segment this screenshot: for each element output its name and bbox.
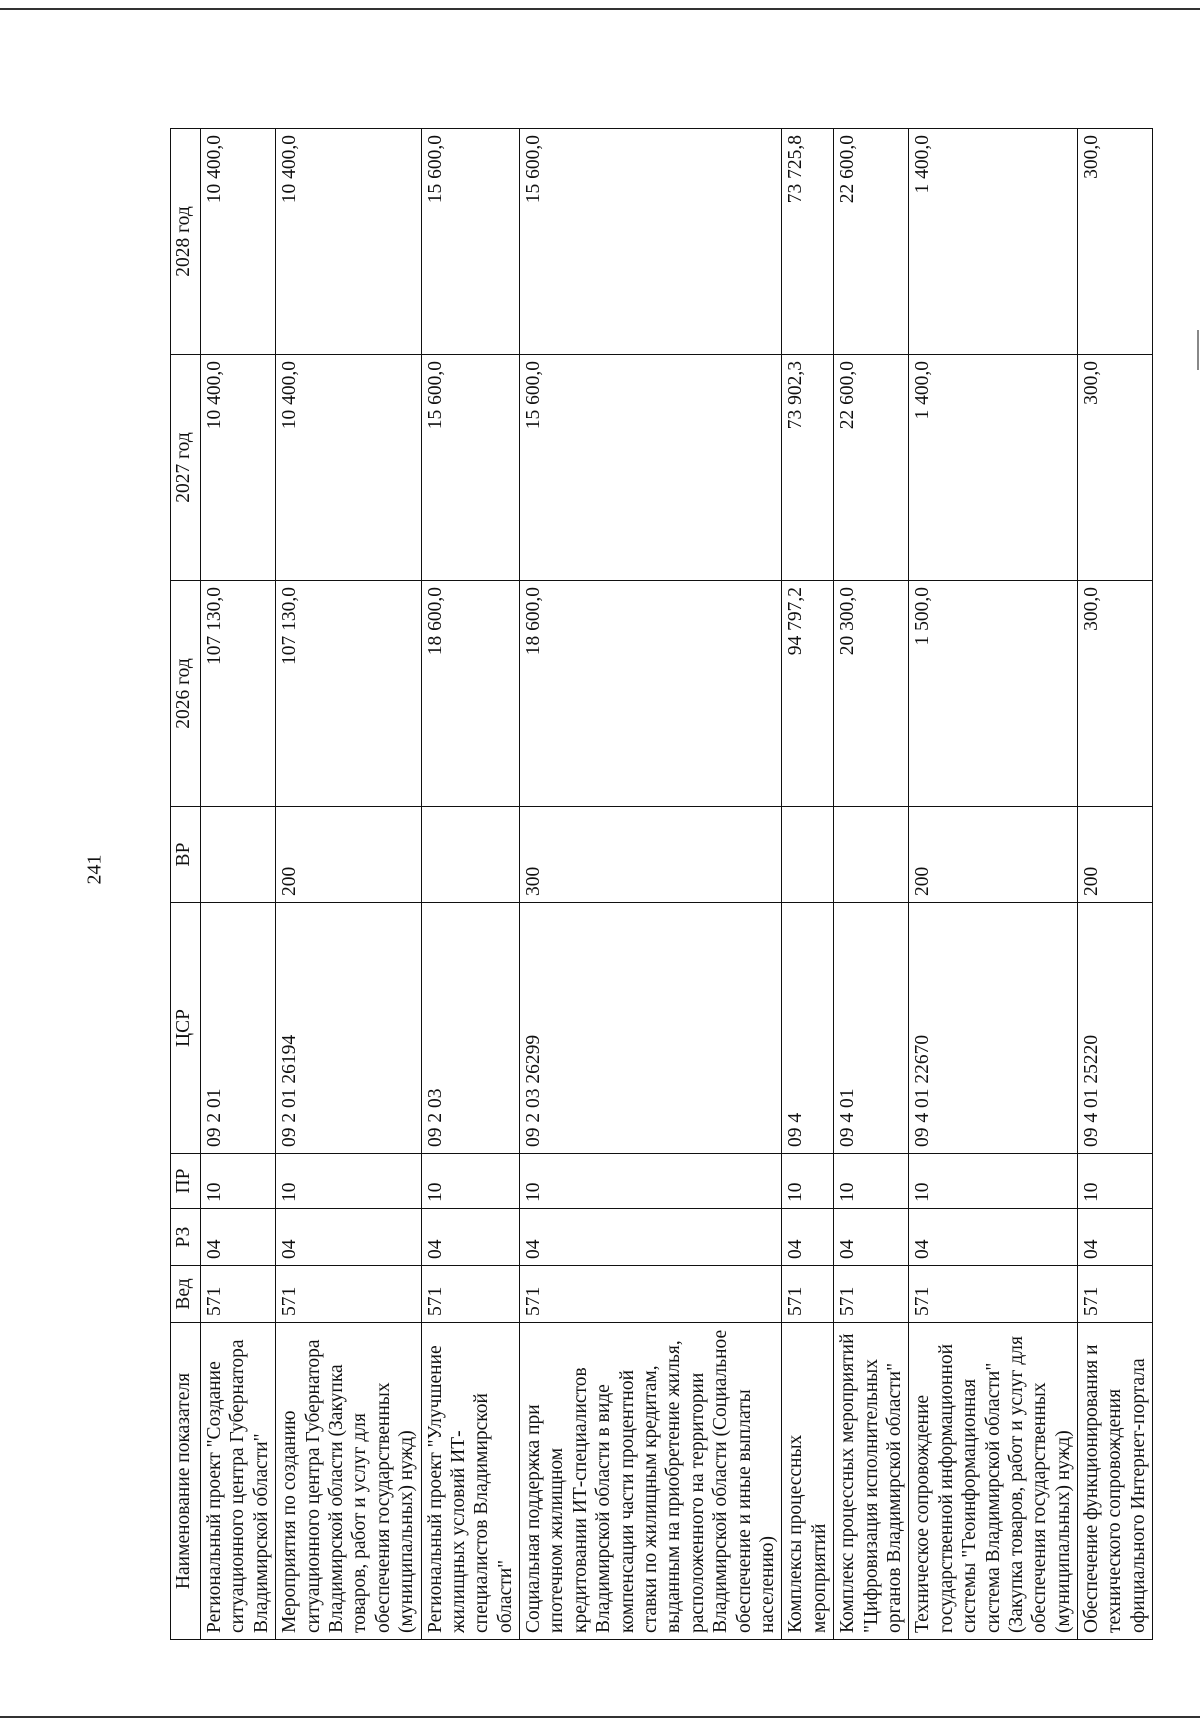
cell-2027: 15 600,0 (520, 355, 782, 581)
cell-rz: 04 (782, 1209, 834, 1266)
cell-2028: 22 600,0 (834, 129, 909, 355)
table-row (520, 129, 782, 1640)
cell-pr: 10 (1078, 1154, 1153, 1209)
table-row (834, 129, 909, 1640)
cell-csr: 09 2 01 (201, 903, 276, 1154)
cell-rz: 04 (1078, 1209, 1153, 1266)
cell-2028: 15 600,0 (421, 129, 520, 355)
cell-name: Региональный проект "Создание ситуационного центра Губернатора Владимирской области" (201, 1323, 276, 1640)
cell-rz: 04 (834, 1209, 909, 1266)
cell-name: Комплексы процессных мероприятий (782, 1323, 834, 1640)
cell-csr: 09 4 01 22670 (909, 903, 1078, 1154)
cell-pr: 10 (421, 1154, 520, 1209)
cell-ved: 571 (782, 1266, 834, 1323)
header-ved: Вед (171, 1266, 201, 1323)
cell-pr: 10 (909, 1154, 1078, 1209)
cell-2027: 300,0 (1078, 355, 1153, 581)
header-2028: 2028 год (171, 129, 201, 355)
cell-ved: 571 (834, 1266, 909, 1323)
cell-2027: 73 902,3 (782, 355, 834, 581)
cell-vr: 200 (909, 807, 1078, 903)
scan-mark (1197, 330, 1199, 370)
cell-2027: 15 600,0 (421, 355, 520, 581)
cell-rz: 04 (276, 1209, 421, 1266)
cell-rz: 04 (520, 1209, 782, 1266)
cell-2026: 94 797,2 (782, 581, 834, 807)
cell-csr: 09 4 (782, 903, 834, 1154)
cell-rz: 04 (421, 1209, 520, 1266)
cell-2026: 18 600,0 (421, 581, 520, 807)
cell-pr: 10 (520, 1154, 782, 1209)
cell-name: Мероприятия по созданию ситуационного центра Губернатора Владимирской области (Закупка товаров, работ и услуг для обеспечения государственных (муниципальных) нужд) (276, 1323, 421, 1640)
scan-edge-top (0, 8, 1200, 10)
header-csr: ЦСР (171, 903, 201, 1154)
cell-csr: 09 2 03 26299 (520, 903, 782, 1154)
cell-vr (421, 807, 520, 903)
cell-2026: 107 130,0 (201, 581, 276, 807)
header-vr: ВР (171, 807, 201, 903)
cell-rz: 04 (909, 1209, 1078, 1266)
cell-2028: 300,0 (1078, 129, 1153, 355)
cell-vr (834, 807, 909, 903)
cell-vr: 200 (1078, 807, 1153, 903)
cell-name: Социальная поддержка при ипотечном жилищном кредитовании ИТ-специалистов Владимирской области в виде компенсации части процентной ставки по жилищным кредитам, выданным на приобретение жилья, расположенного на территории Владимирской области (Социальное обеспечение и иные выплаты населению) (520, 1323, 782, 1640)
cell-ved: 571 (520, 1266, 782, 1323)
cell-ved: 571 (276, 1266, 421, 1323)
cell-2027: 22 600,0 (834, 355, 909, 581)
cell-vr (782, 807, 834, 903)
budget-table (170, 128, 1153, 1640)
cell-name: Комплекс процессных мероприятий "Цифровизация исполнительных органов Владимирской области" (834, 1323, 909, 1640)
cell-2027: 10 400,0 (276, 355, 421, 581)
cell-pr: 10 (782, 1154, 834, 1209)
cell-2028: 10 400,0 (201, 129, 276, 355)
cell-csr: 09 2 01 26194 (276, 903, 421, 1154)
cell-vr: 200 (276, 807, 421, 903)
rotated-page (170, 128, 1149, 1640)
page-number: 241 (83, 854, 106, 885)
cell-ved: 571 (909, 1266, 1078, 1323)
cell-2028: 15 600,0 (520, 129, 782, 355)
cell-csr: 09 4 01 25220 (1078, 903, 1153, 1154)
table-row (782, 129, 834, 1640)
table-row (201, 129, 276, 1640)
cell-2026: 1 500,0 (909, 581, 1078, 807)
table-row (421, 129, 520, 1640)
cell-vr: 300 (520, 807, 782, 903)
header-2026: 2026 год (171, 581, 201, 807)
cell-2027: 10 400,0 (201, 355, 276, 581)
cell-2026: 300,0 (1078, 581, 1153, 807)
cell-csr: 09 4 01 (834, 903, 909, 1154)
header-pr: ПР (171, 1154, 201, 1209)
table-header-row (171, 129, 201, 1640)
cell-2026: 107 130,0 (276, 581, 421, 807)
cell-2027: 1 400,0 (909, 355, 1078, 581)
table-row (1078, 129, 1153, 1640)
cell-pr: 10 (201, 1154, 276, 1209)
table-row (909, 129, 1078, 1640)
cell-2028: 10 400,0 (276, 129, 421, 355)
cell-ved: 571 (1078, 1266, 1153, 1323)
scan-edge-bottom (0, 1716, 1200, 1718)
header-2027: 2027 год (171, 355, 201, 581)
cell-name: Региональный проект "Улучшение жилищных условий ИТ-специалистов Владимирской области" (421, 1323, 520, 1640)
cell-2026: 18 600,0 (520, 581, 782, 807)
cell-2028: 73 725,8 (782, 129, 834, 355)
cell-ved: 571 (421, 1266, 520, 1323)
header-rz: РЗ (171, 1209, 201, 1266)
cell-2028: 1 400,0 (909, 129, 1078, 355)
cell-csr: 09 2 03 (421, 903, 520, 1154)
cell-ved: 571 (201, 1266, 276, 1323)
cell-pr: 10 (276, 1154, 421, 1209)
cell-pr: 10 (834, 1154, 909, 1209)
cell-2026: 20 300,0 (834, 581, 909, 807)
cell-rz: 04 (201, 1209, 276, 1266)
cell-vr (201, 807, 276, 903)
table-row (276, 129, 421, 1640)
header-name: Наименование показателя (171, 1323, 201, 1640)
cell-name: Обеспечение функционирования и технического сопровождения официального Интернет-портала (1078, 1323, 1153, 1640)
cell-name: Техническое сопровождение государственной информационной системы "Геоинформационная система Владимирской области" (Закупка товаров, работ и услуг для обеспечения государственных (муниципальных) нужд) (909, 1323, 1078, 1640)
